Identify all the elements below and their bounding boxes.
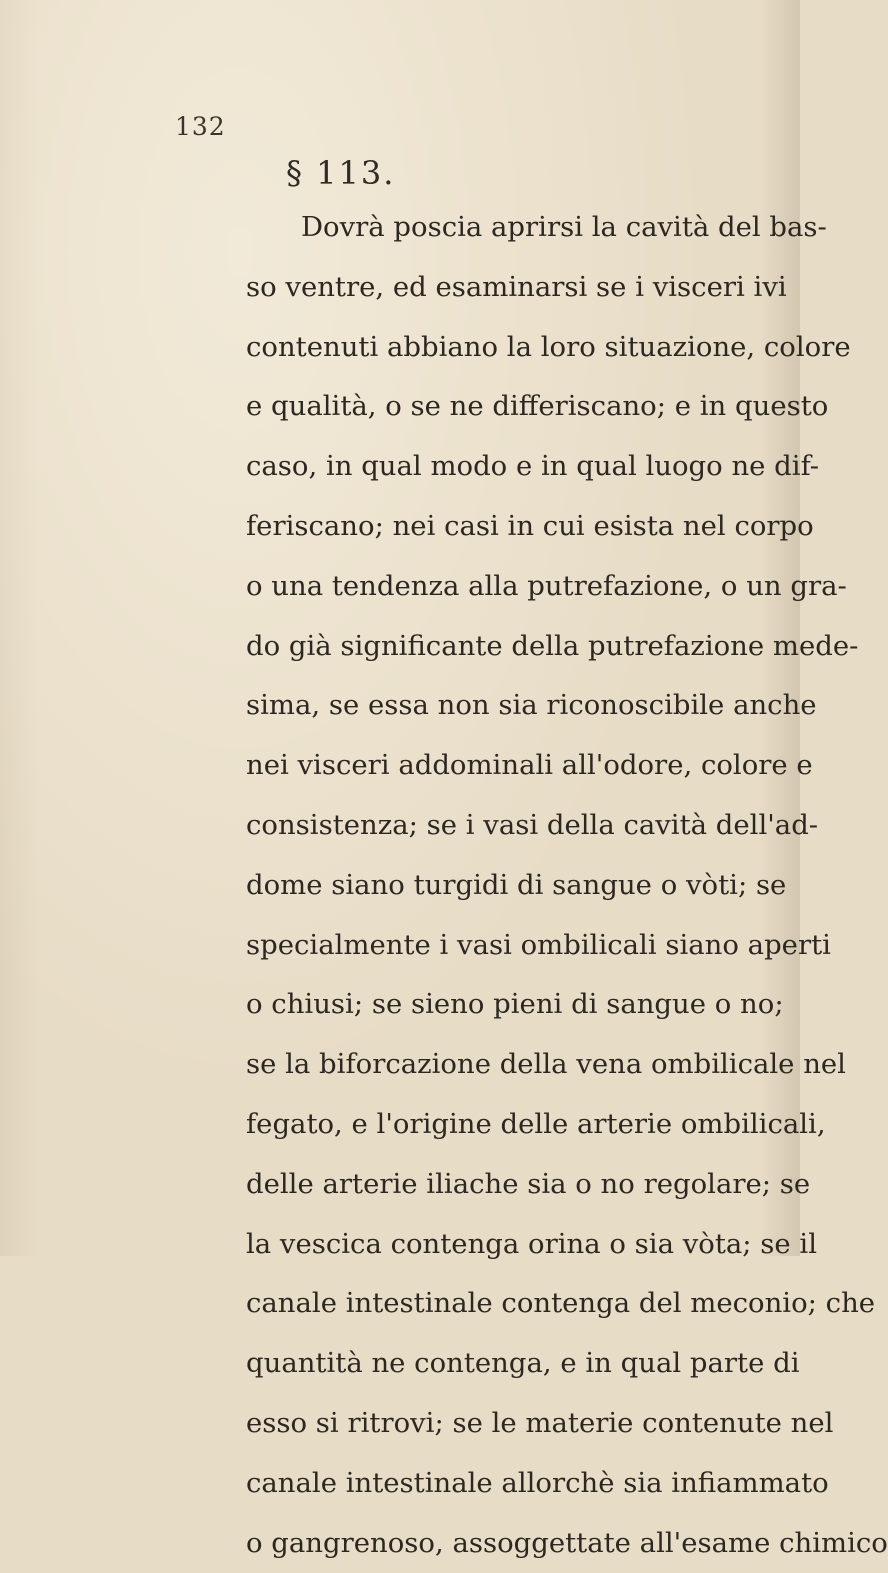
page-number: 132	[175, 112, 226, 141]
text-line: se la biforcazione della vena ombilicale nel	[246, 1048, 846, 1081]
text-line: do già significante della putrefazione mede-	[246, 629, 859, 662]
text-line: canale intestinale contenga del meconio; che	[246, 1287, 876, 1320]
text-line: esso si ritrovi; se le materie contenute nel	[246, 1406, 834, 1439]
text-line: quantità ne contenga, e in qual parte di	[246, 1347, 800, 1380]
text-line: e qualità, o se ne differiscano; e in questo	[246, 390, 829, 423]
text-line: specialmente i vasi ombilicali siano aperti	[246, 928, 831, 961]
text-line: caso, in qual modo e in qual luogo ne dif-	[246, 450, 820, 483]
text-line: nei visceri addominali all'odore, colore e	[246, 749, 813, 782]
text-line: fegato, e l'origine delle arterie ombilicali,	[246, 1107, 826, 1140]
text-line: canale intestinale allorchè sia infiammato	[246, 1466, 829, 1499]
body-text	[246, 198, 888, 1573]
text-line: sima, se essa non sia riconoscibile anche	[246, 689, 817, 722]
section-heading: § 113.	[286, 154, 396, 192]
text-line: consistenza; se i vasi della cavità dell'ad-	[246, 808, 819, 841]
text-line: la vescica contenga orina o sia vòta; se il	[246, 1227, 817, 1260]
text-line: so ventre, ed esaminarsi se i visceri ivi	[246, 270, 787, 303]
text-line: o una tendenza alla putrefazione, o un gra-	[246, 569, 847, 602]
text-line: dome siano turgidi di sangue o vòti; se	[246, 868, 787, 901]
text-line: feriscano; nei casi in cui esista nel corpo	[246, 509, 814, 542]
text-line: o chiusi; se sieno pieni di sangue o no;	[246, 988, 784, 1021]
text-line: contenuti abbiano la loro situazione, colore	[246, 330, 851, 363]
text-line: Dovrà poscia aprirsi la cavità del bas-	[301, 211, 827, 243]
text-line: delle arterie iliache sia o no regolare; se	[246, 1167, 811, 1200]
text-line: o gangrenoso, assoggettate all'esame chimico	[246, 1526, 888, 1559]
